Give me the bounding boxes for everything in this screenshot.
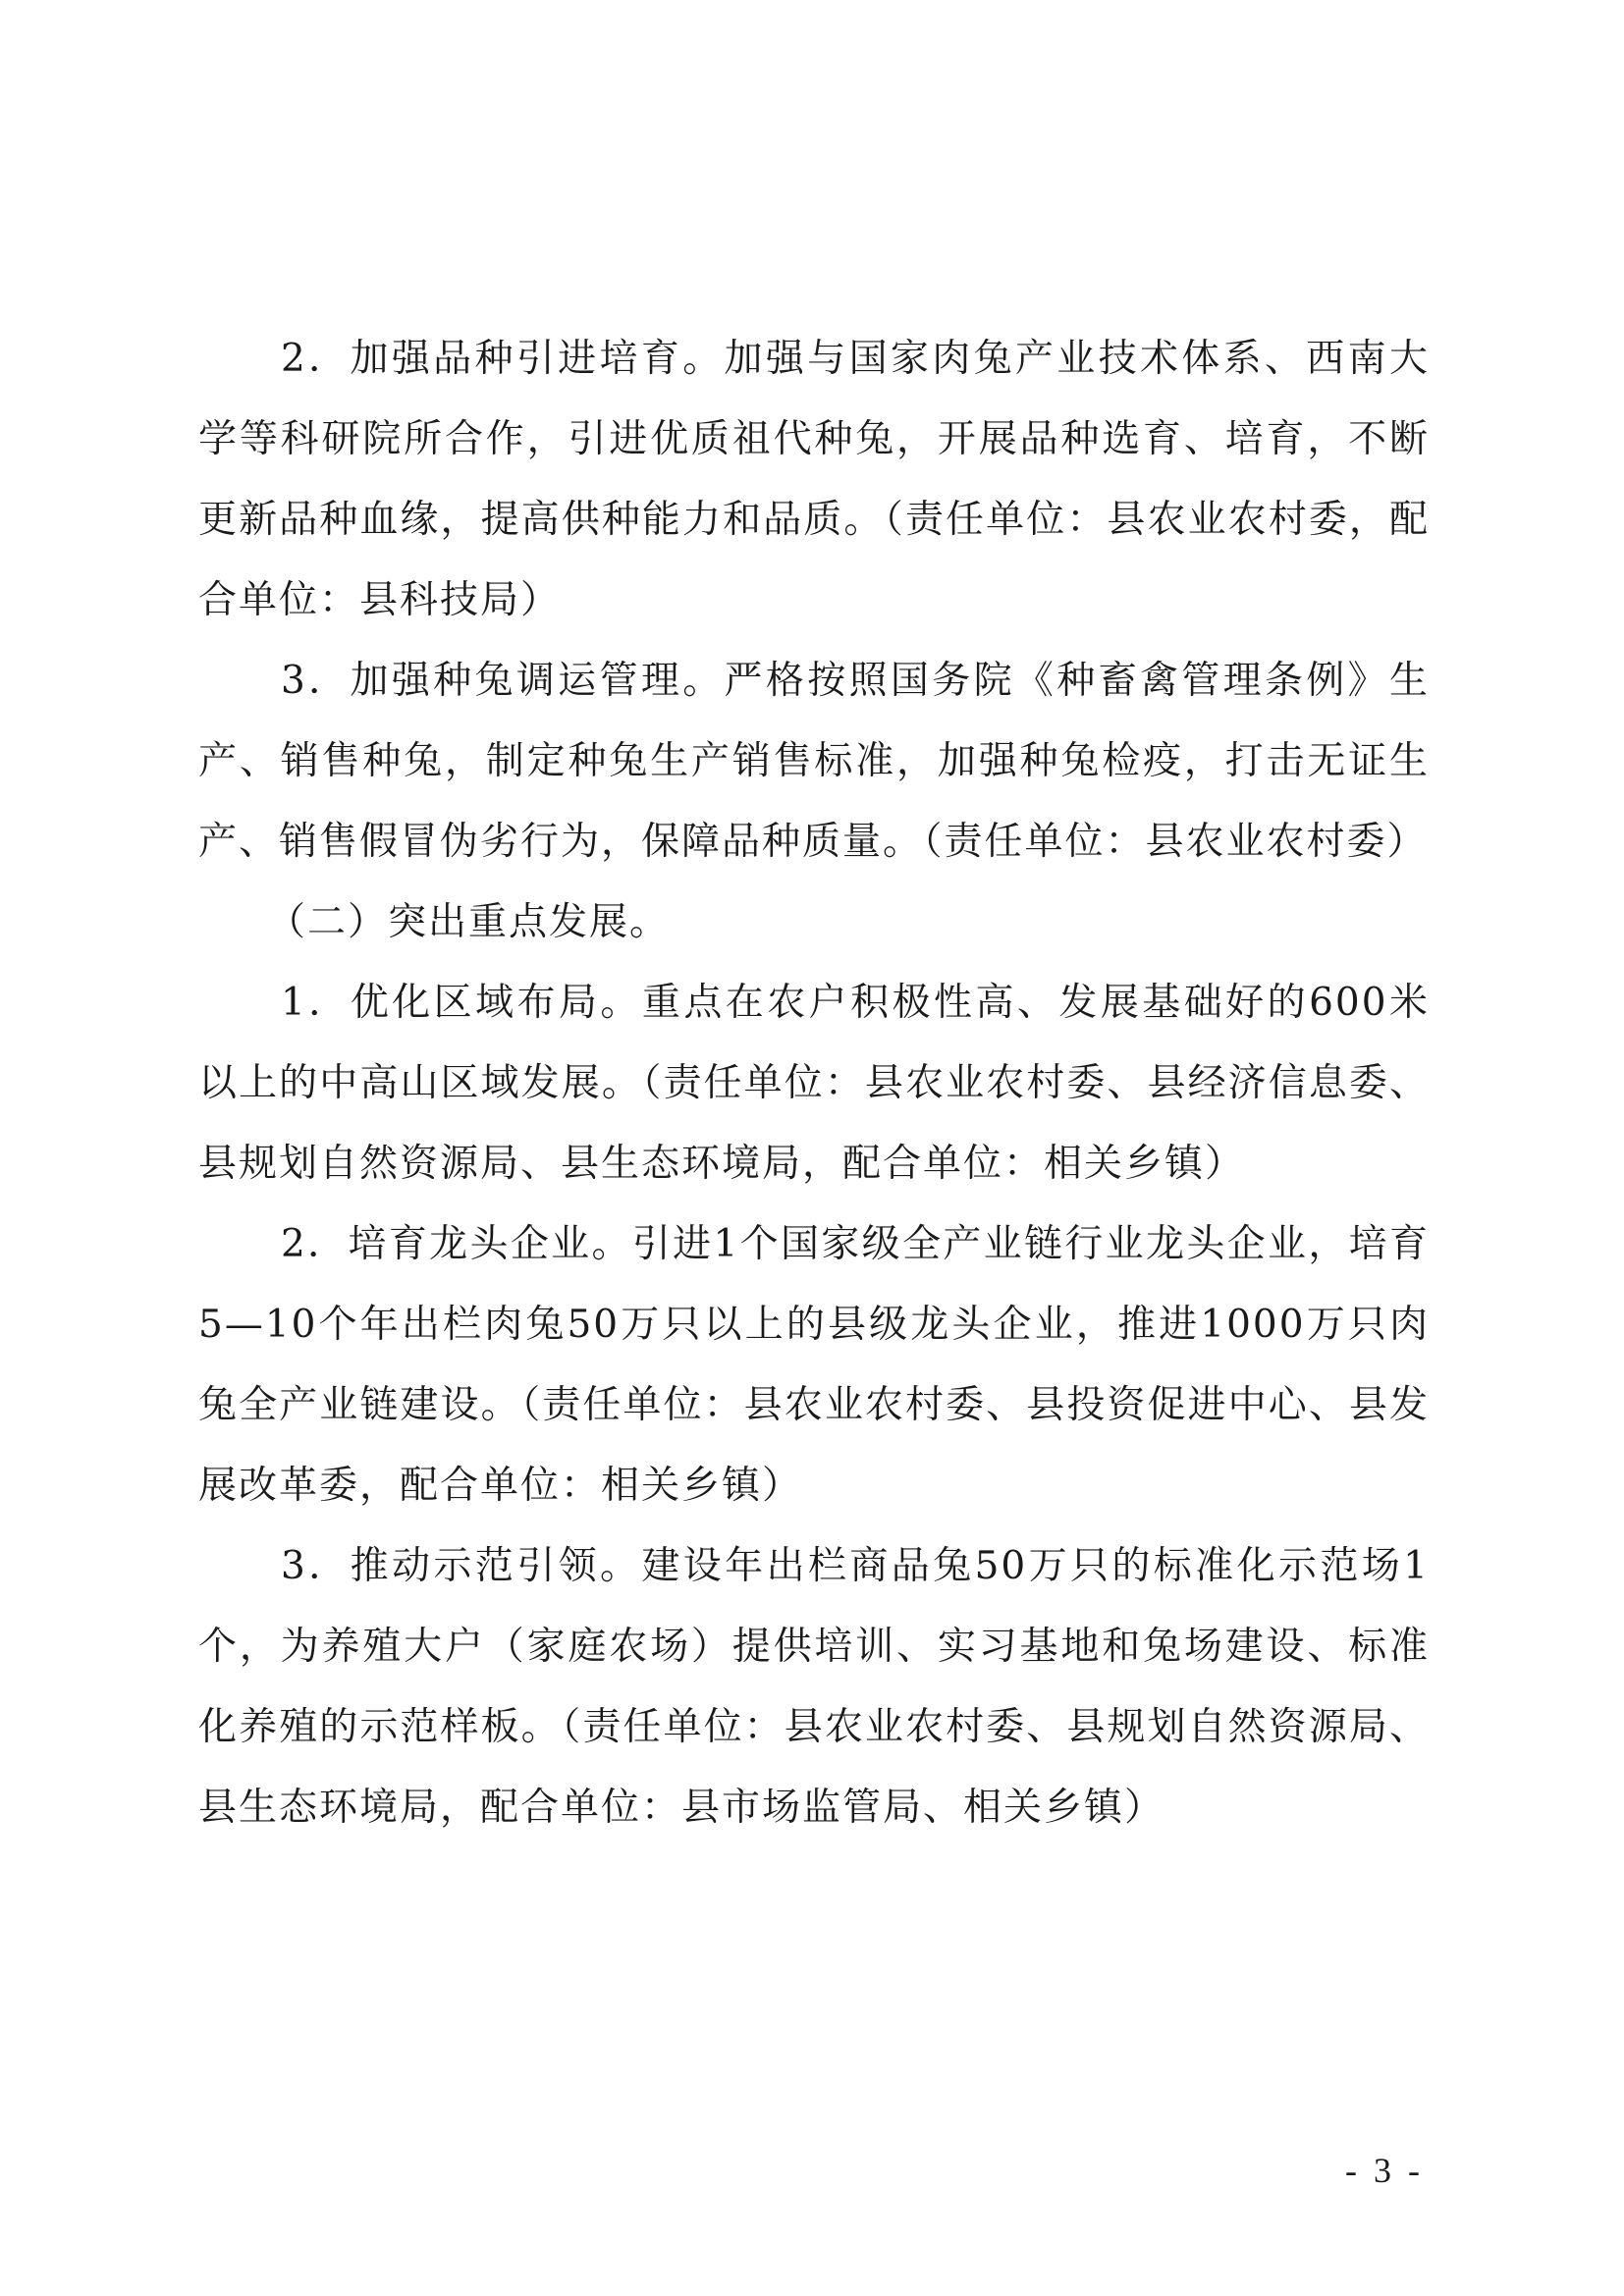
- paragraph-demonstration: [198, 1526, 1430, 1848]
- section-heading: （二）突出重点发展。: [267, 900, 671, 944]
- paragraph-text: 重点在农户积极性高、发展基础好的600米以上的中高山区域发展。（责任单位：县农业农村委、县经济信息委、县规划自然资源局、县生态环境局，配合单位：相关乡镇）: [198, 981, 1430, 1186]
- page-body: [198, 319, 1430, 1848]
- paragraph-heading: 2．培育龙头企业。: [281, 1222, 632, 1266]
- paragraph-breed-transport: [198, 641, 1430, 882]
- paragraph-heading: 3．推动示范引领。: [281, 1544, 642, 1588]
- paragraph-heading: 2．加强品种引进培育。: [281, 337, 725, 381]
- paragraph-heading: 3．加强种兔调运管理。: [281, 659, 725, 703]
- paragraph-text: 建设年出栏商品兔50万只的标准化示范场1个，为养殖大户（家庭农场）提供培训、实习基地和兔场建设、标准化养殖的示范样板。（责任单位：县农业农村委、县规划自然资源局、县生态环境局，配合单位：县市场监管局、相关乡镇）: [198, 1544, 1430, 1830]
- paragraph-heading: 1．优化区域布局。: [281, 981, 642, 1025]
- paragraph-text: 加强与国家肉兔产业技术体系、西南大学等科研院所合作，引进优质祖代种兔，开展品种选育、培育，不断更新品种血缘，提高供种能力和品质。（责任单位：县农业农村委，配合单位：县科技局）: [198, 337, 1430, 622]
- paragraph-breed-introduction: [198, 319, 1430, 641]
- page-number: - 3 -: [1345, 2151, 1424, 2190]
- paragraph-text: 严格按照国务院《种畜禽管理条例》生产、销售种兔，制定种兔生产销售标准，加强种兔检疫，打击无证生产、销售假冒伪劣行为，保障品种质量。（责任单位：县农业农村委）: [198, 659, 1430, 864]
- paragraph-leading-enterprises: [198, 1204, 1430, 1526]
- paragraph-text: 引进1个国家级全产业链行业龙头企业，培育5—10个年出栏肉兔50万只以上的县级龙头企业，推进1000万只肉兔全产业链建设。（责任单位：县农业农村委、县投资促进中心、县发展改革委，配合单位：相关乡镇）: [198, 1222, 1430, 1508]
- paragraph-regional-layout: [198, 963, 1430, 1204]
